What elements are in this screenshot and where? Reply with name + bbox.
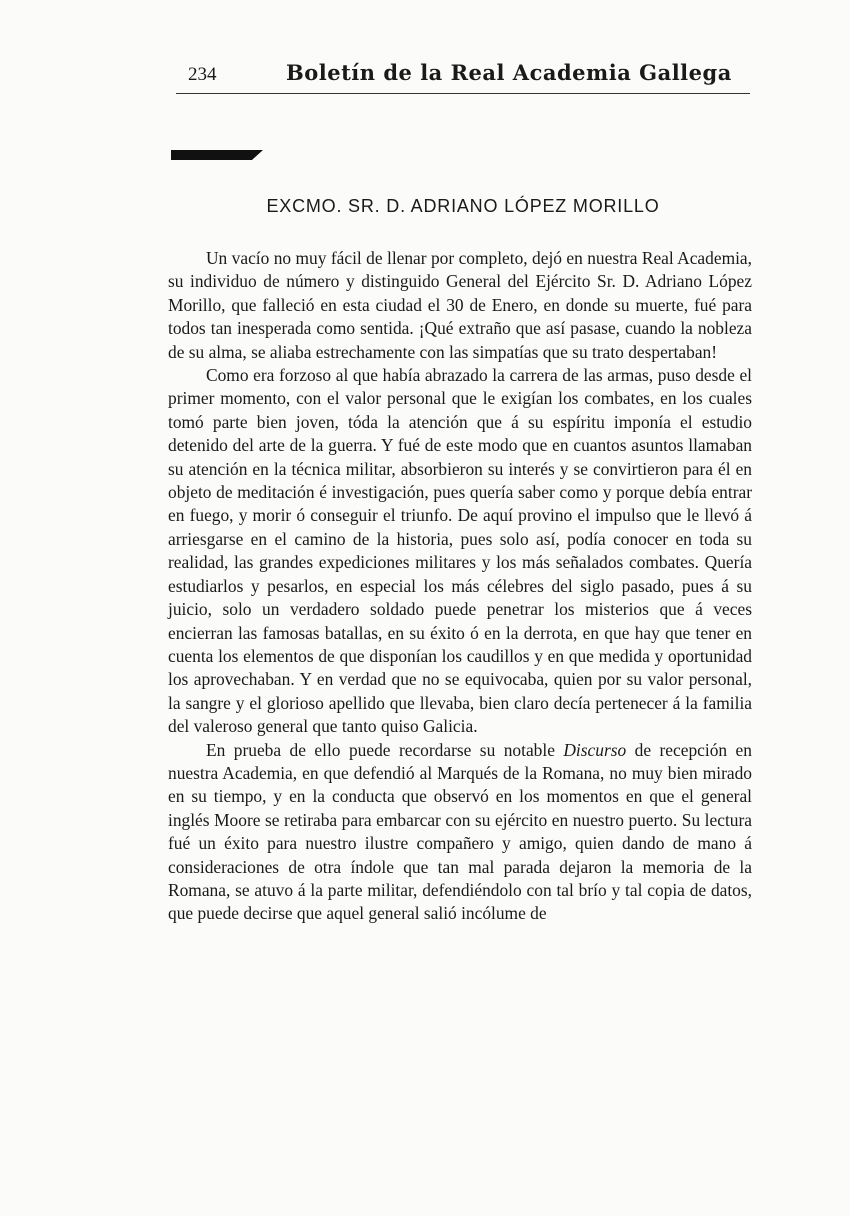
paragraph-3-text-before: En prueba de ello puede recordarse su notable	[206, 739, 564, 760]
header-rule	[176, 93, 750, 94]
article-body	[168, 247, 752, 926]
paragraph-2: Como era forzoso al que había abrazado la carrera de las armas, puso desde el primer momento, con el valor personal que le exigían los combates, en los cuales tomó parte bien joven, tóda la atención que á su espíritu imponía el estudio detenido del arte de la guerra. Y fué de este modo que en cuantos asuntos llamaban su atención en la técnica militar, absorbieron su interés y se convirtieron para él en objeto de meditación é investigación, pues quería saber como y porque debía entrar en fuego, y morir ó conseguir el triunfo. De aquí provino el impulso que le llevó á arriesgarse en el camino de la historia, pues solo así, podía conocer en toda su realidad, las grandes expediciones militares y los más señalados combates. Quería estudiarlos y pesarlos, en especial los más célebres del siglo pasado, pues á su juicio, solo un verdadero soldado puede penetrar los misterios que á veces encierran las famosas batallas, en su éxito ó en la derrota, en que hay que tener en cuenta los elementos de que disponían los caudillos y en que medida y oportunidad los aprovechaban. Y en verdad que no se equivocaba, quien por su valor personal, la sangre y el glorioso apellido que llevaba, bien claro decía pertenecer á la familia del valeroso general que tanto quiso Galicia.	[168, 365, 752, 737]
running-title: Boletín de la Real Academia Gallega	[286, 60, 732, 85]
paragraph-3	[168, 739, 752, 926]
paragraph-1: Un vacío no muy fácil de llenar por completo, dejó en nuestra Real Academia, su individuo de número y distinguido General del Ejército Sr. D. Adriano López Morillo, que falleció en esta ciudad el 30 de Enero, en donde su muerte, fué para todos tan inesperada como sentida. ¡Qué extraño que así pasase, cuando la nobleza de su alma, se aliaba estrechamente con las simpatías que su trato despertaban!	[168, 248, 752, 362]
page-number: 234	[188, 64, 217, 85]
paragraph-3-text-after: de recepción en nuestra Academia, en que defendió al Marqués de la Romana, no muy bien mirado en su tiempo, y en la conducta que observó en los momentos en que el general inglés Moore se retiraba para embarcar con su ejército en nuestro puerto. Su lectura fué un éxito para nuestro ilustre compañero y amigo, quien dando de mano á consideraciones de otra índole que tan mal parada dejaron la memoria de la Romana, se atuvo á la parte militar, defendiéndolo con tal brío y tal copia de datos, que puede decirse que aquel general salió incólume de	[168, 739, 752, 924]
discurso-emphasis: Discurso	[563, 739, 627, 760]
ornament-bar	[171, 150, 263, 160]
page-header	[176, 58, 750, 94]
article-title: EXCMO. SR. D. ADRIANO LÓPEZ MORILLO	[266, 196, 660, 216]
